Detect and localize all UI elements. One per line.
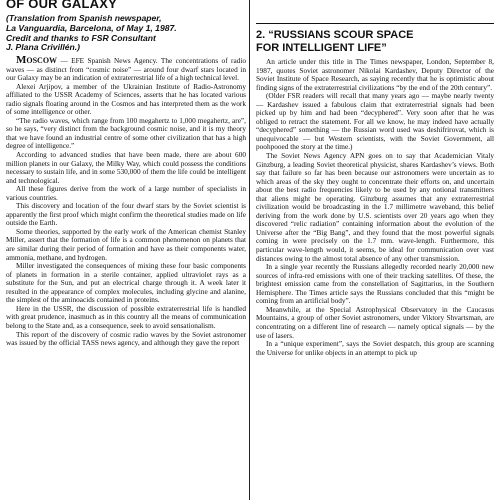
title-line: 2. “RUSSIANS SCOUR SPACE (256, 29, 414, 41)
translation-credit (6, 14, 246, 53)
paragraph: According to advanced studies that have been made, there are about 600 million planets in our Galaxy, the Milky Way, which could possess the conditions necessary to sustain life, and in some 530,000 of them the life could be intelligent and technological. (6, 150, 246, 185)
paragraph: (Older FSR readers will recall that many years ago — maybe nearly twenty — Kardashev issued a fabulous claim that extraterrestrial signals had been picked up by him and had been “decyphered”. Very soon after that he was obliged to retract the statement. For all we know, he may indeed have actually “decyphered” something — the Russian word used was deshifrirovat, which is unequivocable — but Western scientists, with the Soviet Government, all poohpooed the story at the time.) (256, 91, 494, 152)
right-article-title (256, 29, 494, 54)
paragraph (6, 56, 246, 83)
left-column (6, 0, 246, 500)
paragraph: An article under this title in The Times newspaper, London, September 8, 1987, quotes Soviet astronomer Nikolai Kardashev, Deputy Director of the Soviet Institute of Space Research, as saying recently that he is optimistic about finding signs of the extraterrestrial civilizations “by the end of the 20th century”. (256, 57, 494, 92)
paragraph: Alexei Arjipov, a member of the Ukrainian Institute of Radio-Astronomy affiliated to the USSR Academy of Sciences, asserts that he has located various radio signals floating around in the Cosmos and has interpreted them as the work of some intelligence or other. (6, 81, 246, 117)
paragraph: Meanwhile, at the Special Astrophysical Observatory in the Caucasus Mountains, a group of other Soviet astronomers, under Viktory Shvartsman, are concentrating on a different line of research — namely optical signals — by the use of lasers. (256, 304, 494, 340)
credit-line: J. Plana Crivillén.) (6, 42, 81, 53)
right-article-body (256, 58, 494, 357)
paragraph: Some theories, supported by the early work of the American chemist Stanley Miller, assert that the formation of life is a common phenomenon on planets that are similar during their period of formation and have as their components water, ammonia, methane, and hydrogen. (6, 226, 246, 262)
column-divider (249, 0, 250, 500)
paragraph: Miller investigated the consequences of mixing these four basic components of planets in formation in a sterile container, applied ultraviolet rays as a substitute for the Sun, and put an electrical charge through it. A week later it resulted in the appearance of complex molecules, including glycine and alanine, the simplest of the aminoacids contained in proteins. (6, 261, 246, 305)
paragraph: In a “unique experiment”, says the Soviet despatch, this group are scanning the Universe for unlike objects in an attempt to pick up (256, 339, 494, 357)
paragraph: This discovery and location of the four dwarf stars by the Soviet scientist is apparently the first proof which might confirm the theoretical studies made on life outside the Earth. (6, 201, 246, 228)
dateline: Moscow (16, 54, 58, 66)
paragraph-text: — EFE Spanish News Agency. The concentrations of radio waves — as distinct from “cosmic noise” — around four dwarf stars located in our Galaxy may be an indication of extraterrestrial life of a high technical level. (6, 56, 246, 83)
paragraph: Here in the USSR, the discussion of possible extraterrestrial life is handled with great prudence, inasmuch as in this country all the means of communication belong to the State and, as a consequence, seek to avoid sensationalism. (6, 303, 246, 330)
left-article-body (6, 56, 246, 348)
left-article-title: OF OUR GALAXY (6, 0, 117, 11)
credit-line: La Vanguardia, Barcelona, of May 1, 1987. (6, 22, 177, 33)
credit-line: Credit and thanks to FSR Consultant (6, 32, 156, 43)
paragraph: The Soviet News Agency APN goes on to say that Academician Vitaly Ginzburg, a leading Soviet theoretical physicist, shares Kardashev’s views. Both say that failure so far has been because our astronomers were uncertain as to which areas of the sky they ought to concentrate their efforts on, and uncertain about the best radio frequencies likely to be used by any notional transmitters that aliens might be operating. Ginzburg assumes that any extraterrestrial civilization would be broadcasting in the 1.7 millimetre waveband, this belief deriving from the work done by U.S. scientists over 20 years ago when they discovered “relic radiation” containing information about the evolution of the Universe after the “Big Bang”, and they found that the most powerful signals coming in were precisely on the 1.7 mm. wave-length. Furthermore, this particular wave-length would, it seems, be ideal for communication over vast distances owing to the almost total absence of any other transmission. (256, 151, 494, 263)
paragraph: All these figures derive from the work of a large number of specialists in various countries. (6, 184, 246, 202)
paragraph: In a single year recently the Russians allegedly recorded nearly 20,000 new sources of infra-red emissions with one of their tracking satellites. Of these, the brightest emission came from the constellation of Sagittarius, in the Southern Hemisphere. The Times article says the Russians concluded that this “might be coming from an artificial body”. (256, 262, 494, 306)
right-column (256, 0, 494, 500)
credit-line: (Translation from Spanish newspaper, (6, 13, 162, 23)
title-line: FOR INTELLIGENT LIFE” (256, 41, 387, 54)
paragraph: This report of the discovery of cosmic radio waves by the Soviet astronomer was issued by the official TASS news agency, and although they gave the report (6, 329, 246, 348)
paragraph: “The radio waves, which range from 100 megahertz to 1,000 megahertz, are”, so he says, “very distinct from the background cosmic noise, and it is my theory that we have found an industrial centre of some other civilization that has a high degree of intelligence.” (6, 115, 246, 151)
